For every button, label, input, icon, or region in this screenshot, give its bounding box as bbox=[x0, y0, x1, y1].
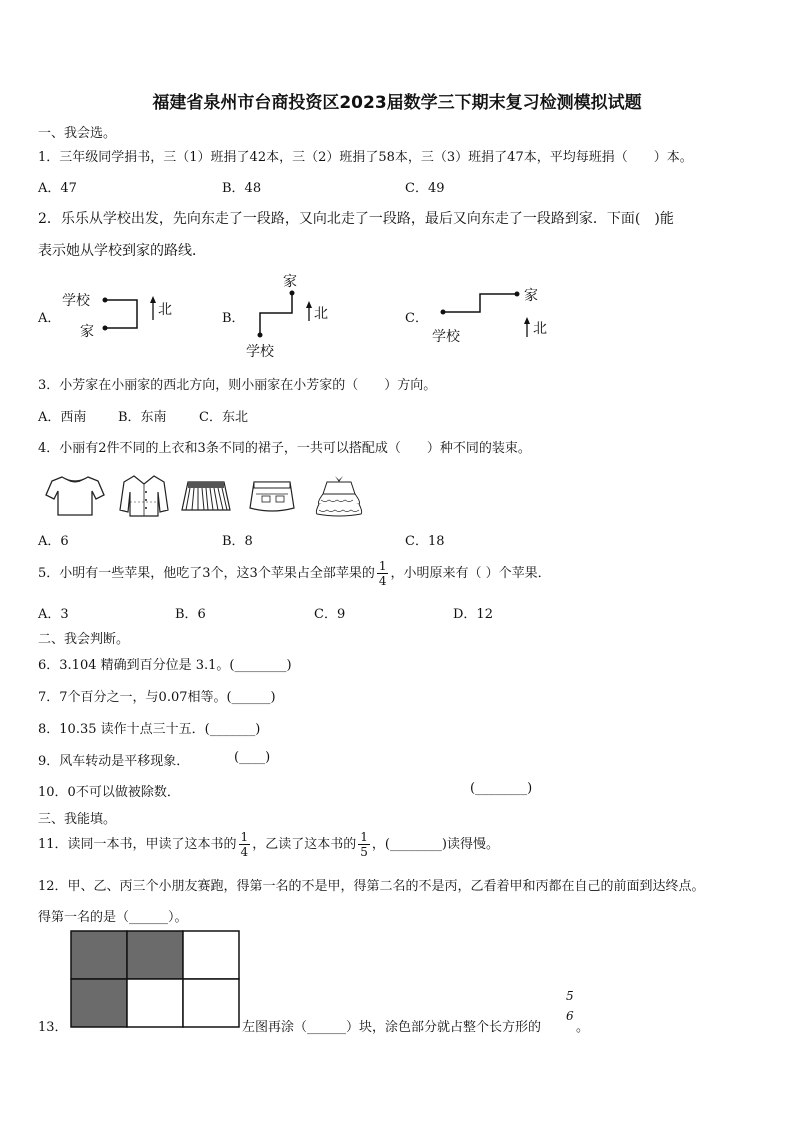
question-3: 3．小芳家在小丽家的西北方向，则小丽家在小芳家的（ ）方向。 bbox=[38, 378, 437, 393]
question-6: 6．3.104 精确到百分位是 3.1。(________) bbox=[38, 658, 292, 673]
q5-fraction: $\frac{1}{4}$ bbox=[378, 559, 387, 588]
q2b-home-label: 家 bbox=[283, 274, 297, 290]
skirt-icon bbox=[313, 472, 365, 518]
question-10: 10．0不可以做被除数． bbox=[38, 785, 180, 800]
q13-fraction: 5 6 bbox=[566, 989, 574, 1023]
page-title: 福建省泉州市台商投资区2023届数学三下期末复习检测模拟试题 bbox=[152, 93, 642, 113]
question-1: 1．三年级同学捐书，三（1）班捐了42本，三（2）班捐了58本，三（3）班捐了47本，平均每班捐（ ）本。 bbox=[38, 150, 693, 165]
question-8: 8．10.35 读作十点三十五．(_______) bbox=[38, 722, 261, 737]
q2b-north-label: 北 bbox=[314, 306, 328, 322]
q1-option-a: A．47 bbox=[38, 181, 77, 196]
q3-option-c: C．东北 bbox=[199, 410, 248, 425]
q4-option-a: A．6 bbox=[38, 534, 69, 549]
question-5 bbox=[38, 558, 551, 590]
q2-option-c-label: C． bbox=[405, 311, 428, 326]
q2c-home-label: 家 bbox=[524, 288, 538, 304]
q5-text-pre: 5．小明有一些苹果，他吃了3个，这3个苹果占全部苹果的 bbox=[38, 566, 375, 581]
q2-option-a-label: A． bbox=[38, 311, 61, 326]
skirt-icon bbox=[248, 478, 296, 516]
q5-option-d: D．12 bbox=[453, 607, 493, 622]
q2a-home-label: 家 bbox=[80, 324, 94, 340]
question-4: 4．小丽有2件不同的上衣和3条不同的裙子，一共可以搭配成（ ）种不同的装束。 bbox=[38, 441, 531, 456]
q11-text-mid: ，乙读了这本书的 bbox=[252, 837, 357, 852]
q11-fraction-2: $\frac{1}{5}$ bbox=[360, 830, 368, 859]
q5-option-c: C．9 bbox=[314, 607, 346, 622]
q2b-school-label: 学校 bbox=[246, 344, 274, 360]
q11-text-post: ，(________)读得慢。 bbox=[371, 837, 499, 852]
q5-option-b: B．6 bbox=[175, 607, 206, 622]
q11-text-pre: 11．读同一本书，甲读了这本书的 bbox=[38, 837, 237, 852]
question-2-line-1: 2．乐乐从学校出发，先向东走了一段路，又向北走了一段路，最后又向东走了一段路到家．下面( )能 bbox=[38, 211, 674, 227]
q5-option-a: A．3 bbox=[38, 607, 69, 622]
q3-option-a: A．西南 bbox=[38, 410, 87, 425]
q1-option-b: B．48 bbox=[222, 181, 262, 196]
q1-option-c: C．49 bbox=[405, 181, 445, 196]
grid-cell bbox=[71, 979, 127, 1027]
q13-number: 13． bbox=[38, 1020, 68, 1035]
q4-option-b: B．8 bbox=[222, 534, 253, 549]
section-heading-2: 二、我会判断。 bbox=[38, 632, 130, 647]
grid-cell bbox=[183, 979, 239, 1027]
section-heading-1: 一、我会选。 bbox=[38, 126, 117, 141]
grid-cell bbox=[183, 931, 239, 979]
q9-answer-blank: (____) bbox=[234, 750, 271, 765]
skirt-icon bbox=[180, 478, 232, 516]
q13-end: 。 bbox=[576, 1020, 590, 1035]
shirt-icon bbox=[44, 473, 106, 519]
question-11 bbox=[38, 827, 499, 863]
q4-option-c: C．18 bbox=[405, 534, 445, 549]
q3-option-b: B．东南 bbox=[118, 410, 167, 425]
q2-option-b-label: B． bbox=[222, 311, 245, 326]
q11-fraction-1: $\frac{1}{4}$ bbox=[240, 830, 249, 859]
grid-cell bbox=[127, 979, 183, 1027]
q2c-north-label: 北 bbox=[533, 321, 547, 337]
question-2-line-2: 表示她从学校到家的路线． bbox=[38, 243, 206, 259]
grid-cell bbox=[127, 931, 183, 979]
question-7: 7．7个百分之一，与0.07相等。(______) bbox=[38, 690, 276, 705]
q2a-north-label: 北 bbox=[158, 302, 172, 318]
q13-text: 左图再涂（______）块，涂色部分就占整个长方形的 bbox=[242, 1020, 542, 1035]
question-9: 9．风车转动是平移现象． bbox=[38, 754, 190, 769]
q5-text-post: ，小明原来有（ ）个苹果． bbox=[390, 566, 551, 581]
question-12-line-1: 12．甲、乙、丙三个小朋友赛跑，得第一名的不是甲，得第二名的不是丙，乙看着甲和丙都在自己的前面到达终点。 bbox=[38, 879, 705, 894]
q2c-school-label: 学校 bbox=[432, 329, 460, 345]
question-12-line-2: 得第一名的是（______）。 bbox=[38, 910, 188, 925]
shirt-icon bbox=[118, 472, 170, 520]
q2a-school-label: 学校 bbox=[62, 293, 90, 309]
q10-answer-blank: (________) bbox=[470, 781, 533, 796]
grid-cell bbox=[71, 931, 127, 979]
section-heading-3: 三、我能填。 bbox=[38, 812, 117, 827]
q13-grid-rectangle bbox=[70, 930, 242, 1030]
